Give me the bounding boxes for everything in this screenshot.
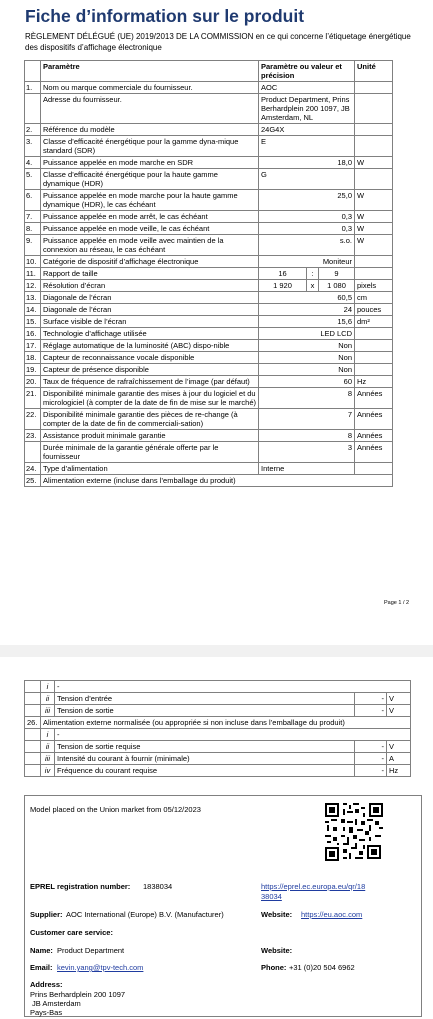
row-number: 9. bbox=[25, 235, 41, 256]
address-line-2: JB Amsterdam bbox=[32, 999, 81, 1008]
supplier-name: AOC International (Europe) B.V. (Manufacturer) bbox=[66, 910, 224, 919]
care-website-label: Website: bbox=[261, 946, 293, 955]
row-unit: V bbox=[387, 693, 411, 705]
row-param: Tension d’entrée bbox=[55, 693, 355, 705]
row-value: 25,0 bbox=[259, 190, 355, 211]
qr-code-icon[interactable] bbox=[325, 803, 383, 861]
sub-index: iii bbox=[41, 705, 55, 717]
row-unit: W bbox=[355, 223, 393, 235]
row-number: 20. bbox=[25, 376, 41, 388]
col-header-value: Paramètre ou valeur et précision bbox=[259, 61, 355, 82]
row-value: - bbox=[355, 741, 387, 753]
row-value: - bbox=[355, 765, 387, 777]
row-value: Product Department, Prins Berhardplein 200 1097, JB Amsterdam, NL bbox=[259, 94, 355, 124]
row-param: Adresse du fournisseur. bbox=[41, 94, 259, 124]
document-page-2 bbox=[0, 657, 433, 1019]
col-header-unit: Unité bbox=[355, 61, 393, 82]
row-param: Surface visible de l’écran bbox=[41, 316, 259, 328]
row-number: 25. bbox=[25, 475, 41, 487]
row-value: Interne bbox=[259, 463, 355, 475]
row-value: 60 bbox=[259, 376, 355, 388]
row-param: Puissance appelée en mode marche en SDR bbox=[41, 157, 259, 169]
row-unit: W bbox=[355, 157, 393, 169]
row-value: - bbox=[355, 693, 387, 705]
row-value: Moniteur bbox=[259, 256, 355, 268]
table-row bbox=[25, 328, 393, 340]
row-unit: dm² bbox=[355, 316, 393, 328]
row-param: Disponibilité minimale garantie des mises à jour du logiciel et du micrologiciel (à compter de la date de fin de mise sur le marché) bbox=[41, 388, 259, 409]
table-row bbox=[25, 717, 411, 729]
contact-name-label: Name: bbox=[30, 946, 53, 955]
table-row bbox=[25, 223, 393, 235]
row-param: Taux de fréquence de rafraîchissement de l’image (par défaut) bbox=[41, 376, 259, 388]
website-label: Website: bbox=[261, 910, 293, 919]
row-param: Intensité du courant à fournir (minimale) bbox=[55, 753, 355, 765]
row-number: 8. bbox=[25, 223, 41, 235]
row-unit: Hz bbox=[387, 765, 411, 777]
sub-index: iii bbox=[41, 753, 55, 765]
row-number: 7. bbox=[25, 211, 41, 223]
address-label: Address: bbox=[30, 980, 63, 989]
table-row bbox=[25, 409, 393, 430]
row-value: 0,3 bbox=[259, 211, 355, 223]
row-param: Capteur de présence disponible bbox=[41, 364, 259, 376]
row-param: Capteur de reconnaissance vocale disponible bbox=[41, 352, 259, 364]
table-row bbox=[25, 94, 393, 124]
sub-index: ii bbox=[41, 693, 55, 705]
phone-label: Phone: bbox=[261, 963, 287, 972]
col-header-param: Paramètre bbox=[41, 61, 259, 82]
row-number: 1. bbox=[25, 82, 41, 94]
row-param: Tension de sortie requise bbox=[55, 741, 355, 753]
table-row bbox=[25, 729, 411, 741]
row-param: - bbox=[55, 729, 411, 741]
table-row bbox=[25, 681, 411, 693]
row-param: Diagonale de l’écran bbox=[41, 292, 259, 304]
table-row bbox=[25, 753, 411, 765]
row-unit: Années bbox=[355, 388, 393, 409]
row-unit: cm bbox=[355, 292, 393, 304]
row-param: Technologie d’affichage utilisée bbox=[41, 328, 259, 340]
row-param: Réglage automatique de la luminosité (ABC) dispo-nible bbox=[41, 340, 259, 352]
row-number: 3. bbox=[25, 136, 41, 157]
table-row bbox=[25, 124, 393, 136]
row-number: 15. bbox=[25, 316, 41, 328]
market-placement-text: Model placed on the Union market from 05/12/2023 bbox=[30, 805, 201, 814]
row-param: Puissance appelée en mode marche pour la haute gamme dynamique (HDR), le cas échéant bbox=[41, 190, 259, 211]
eprel-link-continued[interactable]: 38034 bbox=[261, 892, 282, 901]
row-value: G bbox=[259, 169, 355, 190]
row-number: 26. bbox=[25, 717, 41, 729]
table-row bbox=[25, 388, 393, 409]
row-param: Puissance appelée en mode veille avec maintien de la connexion au réseau, le cas échéant bbox=[41, 235, 259, 256]
supplier-label: Supplier: bbox=[30, 910, 63, 919]
product-info-table bbox=[24, 60, 393, 487]
eprel-number: 1838034 bbox=[143, 882, 173, 891]
row-param: Puissance appelée en mode arrêt, le cas échéant bbox=[41, 211, 259, 223]
row-unit: pouces bbox=[355, 304, 393, 316]
row-value: AOC bbox=[259, 82, 355, 94]
table-row bbox=[25, 693, 411, 705]
sub-index: iv bbox=[41, 765, 55, 777]
row-value: 7 bbox=[259, 409, 355, 430]
row-number: 23. bbox=[25, 430, 41, 442]
row-value: s.o. bbox=[259, 235, 355, 256]
regulation-subtitle: RÈGLEMENT DÉLÉGUÉ (UE) 2019/2013 DE LA COMMISSION en ce qui concerne l’étiquetage énergétique des dispositifs d’affichage électronique bbox=[25, 32, 411, 52]
row-value: Non bbox=[259, 340, 355, 352]
row-param: - bbox=[55, 681, 411, 693]
row-value: Non bbox=[259, 364, 355, 376]
row-unit: Années bbox=[355, 430, 393, 442]
row-number: 17. bbox=[25, 340, 41, 352]
row-value: 0,3 bbox=[259, 223, 355, 235]
table-row bbox=[25, 82, 393, 94]
table-row bbox=[25, 304, 393, 316]
table-row bbox=[25, 211, 393, 223]
email-label: Email: bbox=[30, 963, 53, 972]
row-number: 11. bbox=[25, 268, 41, 280]
table-row bbox=[25, 169, 393, 190]
table-row bbox=[25, 376, 393, 388]
row-number: 13. bbox=[25, 292, 41, 304]
table-row bbox=[25, 190, 393, 211]
ratio-height: 9 bbox=[319, 268, 355, 280]
row-param: Alimentation externe (incluse dans l’emballage du produit) bbox=[41, 475, 393, 487]
row-unit: Hz bbox=[355, 376, 393, 388]
page-title: Fiche d’information sur le produit bbox=[25, 6, 305, 26]
row-value: 18,0 bbox=[259, 157, 355, 169]
row-number: 5. bbox=[25, 169, 41, 190]
eprel-link[interactable]: https://eprel.ec.europa.eu/qr/18 bbox=[261, 882, 366, 891]
row-value: 8 bbox=[259, 388, 355, 409]
row-number: 19. bbox=[25, 364, 41, 376]
table-row bbox=[25, 292, 393, 304]
row-unit: Années bbox=[355, 442, 393, 463]
row-unit: V bbox=[387, 741, 411, 753]
supplier-info-box bbox=[24, 795, 422, 1017]
resolution-separator: x bbox=[307, 280, 319, 292]
row-unit: V bbox=[387, 705, 411, 717]
ratio-width: 16 bbox=[259, 268, 307, 280]
page-number: Page 1 / 2 bbox=[384, 600, 410, 606]
table-row bbox=[25, 475, 393, 487]
table-row bbox=[25, 463, 393, 475]
table-row bbox=[25, 340, 393, 352]
table-row bbox=[25, 364, 393, 376]
sub-index: i bbox=[41, 681, 55, 693]
row-value: LED LCD bbox=[259, 328, 355, 340]
table-row bbox=[25, 235, 393, 256]
row-value: 3 bbox=[259, 442, 355, 463]
row-param: Classe d’efficacité énergétique pour la gamme dyna-mique standard (SDR) bbox=[41, 136, 259, 157]
table-row bbox=[25, 430, 393, 442]
row-param: Durée minimale de la garantie générale offerte par le fournisseur bbox=[41, 442, 259, 463]
table-row bbox=[25, 741, 411, 753]
row-value: E bbox=[259, 136, 355, 157]
row-value: 24 bbox=[259, 304, 355, 316]
row-unit: Années bbox=[355, 409, 393, 430]
row-value: 8 bbox=[259, 430, 355, 442]
continuation-table bbox=[24, 680, 411, 777]
row-number: 12. bbox=[25, 280, 41, 292]
ratio-separator: : bbox=[307, 268, 319, 280]
row-number: 22. bbox=[25, 409, 41, 430]
row-param: Résolution d’écran bbox=[41, 280, 259, 292]
row-number: 10. bbox=[25, 256, 41, 268]
row-value: - bbox=[355, 753, 387, 765]
row-number: 4. bbox=[25, 157, 41, 169]
row-value: 24G4X bbox=[259, 124, 355, 136]
table-row bbox=[25, 765, 411, 777]
row-param: Disponibilité minimale garantie des pièces de re-change (à compter de la date de fin de commerciali-sation) bbox=[41, 409, 259, 430]
contact-name: Product Department bbox=[57, 946, 125, 955]
row-param: Référence du modèle bbox=[41, 124, 259, 136]
row-param: Alimentation externe normalisée (ou appropriée si non incluse dans l’emballage du produit) bbox=[41, 717, 411, 729]
email-link[interactable]: kevin.yang@tpv-tech.com bbox=[57, 963, 144, 972]
sub-index: ii bbox=[41, 741, 55, 753]
row-param: Type d’alimentation bbox=[41, 463, 259, 475]
table-row bbox=[25, 280, 393, 292]
row-param: Assistance produit minimale garantie bbox=[41, 430, 259, 442]
row-number: 24. bbox=[25, 463, 41, 475]
table-row bbox=[25, 256, 393, 268]
row-value: 15,6 bbox=[259, 316, 355, 328]
row-unit: A bbox=[387, 753, 411, 765]
row-param: Diagonale de l’écran bbox=[41, 304, 259, 316]
row-value: 60,5 bbox=[259, 292, 355, 304]
row-unit: W bbox=[355, 211, 393, 223]
table-row bbox=[25, 352, 393, 364]
table-row bbox=[25, 442, 393, 463]
table-header-row bbox=[25, 61, 393, 82]
row-param: Fréquence du courant requise bbox=[55, 765, 355, 777]
row-param: Catégorie de dispositif d’affichage électronique bbox=[41, 256, 259, 268]
resolution-height: 1 080 bbox=[319, 280, 355, 292]
row-number: 21. bbox=[25, 388, 41, 409]
row-param: Nom ou marque commerciale du fournisseur. bbox=[41, 82, 259, 94]
row-value: - bbox=[355, 705, 387, 717]
website-link[interactable]: https://eu.aoc.com bbox=[301, 910, 363, 919]
customer-care-heading: Customer care service: bbox=[30, 928, 113, 937]
table-row bbox=[25, 136, 393, 157]
row-number: 18. bbox=[25, 352, 41, 364]
row-param: Tension de sortie bbox=[55, 705, 355, 717]
phone-number: +31 (0)20 504 6962 bbox=[289, 963, 355, 972]
address-line-3: Pays-Bas bbox=[30, 1008, 63, 1017]
row-number: 2. bbox=[25, 124, 41, 136]
table-row bbox=[25, 705, 411, 717]
row-number: 16. bbox=[25, 328, 41, 340]
resolution-width: 1 920 bbox=[259, 280, 307, 292]
table-row bbox=[25, 316, 393, 328]
row-param: Rapport de taille bbox=[41, 268, 259, 280]
table-row bbox=[25, 268, 393, 280]
table-row bbox=[25, 157, 393, 169]
row-param: Puissance appelée en mode veille, le cas échéant bbox=[41, 223, 259, 235]
row-unit: W bbox=[355, 190, 393, 211]
address-line-1: Prins Berhardplein 200 1097 bbox=[30, 990, 126, 999]
row-param: Classe d’efficacité énergétique pour la haute gamme dynamique (HDR) bbox=[41, 169, 259, 190]
row-number: 14. bbox=[25, 304, 41, 316]
row-unit: pixels bbox=[355, 280, 393, 292]
eprel-label: EPREL registration number: bbox=[30, 882, 131, 891]
sub-index: i bbox=[41, 729, 55, 741]
page-separator bbox=[0, 645, 433, 657]
row-unit: W bbox=[355, 235, 393, 256]
row-value: Non bbox=[259, 352, 355, 364]
row-number: 6. bbox=[25, 190, 41, 211]
